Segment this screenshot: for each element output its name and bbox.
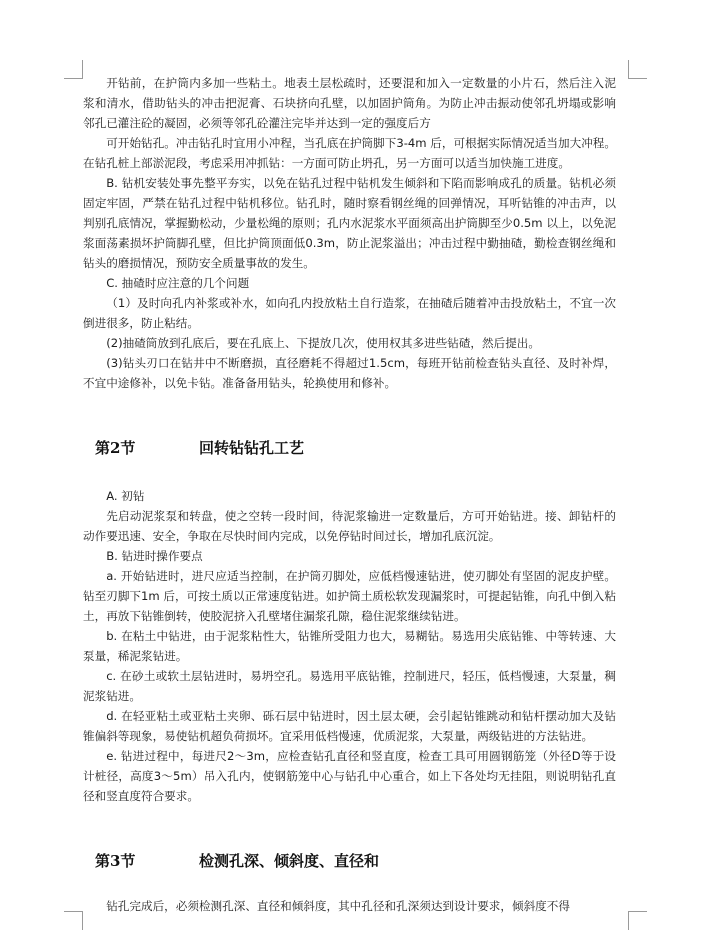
section-title: 检测孔深、倾斜度、直径和 bbox=[199, 852, 380, 870]
section-heading bbox=[83, 850, 616, 872]
paragraph: e. 钻进过程中，每进尺2～3m，应检查钻孔直径和竖直度，检查工具可用圆钢筋笼（外径D等于设计桩径，高度3～5m）吊入孔内，使钢筋笼中心与钻孔中心重合，如上下各处均无挂阻，则说明钻孔直径和竖直度符合要求。 bbox=[83, 749, 616, 803]
paragraph: 可开始钻孔。冲击钻孔时宜用小冲程，当孔底在护筒脚下3-4m 后，可根据实际情况适当加大冲程。在钻孔桩上部淤泥段，考虑采用冲抓钻：一方面可防止坍孔，另一方面可以适当加快施工进度。 bbox=[83, 136, 616, 170]
paragraph: C. 抽碴时应注意的几个问题 bbox=[106, 276, 250, 290]
paragraph: B. 钻机安装处事先整平夯实，以免在钻孔过程中钻机发生倾斜和下陷而影响成孔的质量。钻机必须固定牢固，严禁在钻孔过程中钻机移位。钻孔时，随时察看钢丝绳的回弹情况，耳听钻锥的冲击声，以判别孔底情况，掌握勤松动，少量松绳的原则；孔内水泥浆水平面须高出护筒脚至少0.5m 以上，以免泥浆面荡素损坏护筒脚孔壁，但比护筒顶面低0.3m，防止泥浆溢出；冲击过程中勤抽碴，勤检查钢丝绳和钻头的磨损情况，预防安全质量事故的发生。 bbox=[83, 176, 616, 270]
document-body bbox=[83, 73, 616, 916]
section-title: 回转钻钻孔工艺 bbox=[199, 439, 305, 457]
paragraph: c. 在砂土或软土层钻进时，易坍空孔。易选用平底钻锥，控制进尺，轻压，低档慢速，大泵量，稠泥浆钻进。 bbox=[83, 669, 616, 703]
paragraph: (3)钻头刃口在钻井中不断磨损，直径磨耗不得超过1.5cm，每班开钻前检查钻头直径、及时补焊，不宜中途修补，以免卡钻。准备备用钻头，轮换使用和修补。 bbox=[83, 356, 616, 390]
section-number: 第2节 bbox=[95, 439, 136, 457]
paragraph: d. 在轻亚粘土或亚粘土夹卵、砾石层中钻进时，因土层太硬，会引起钻锥跳动和钻杆摆动加大及钻锥偏斜等现象，易使钻机超负荷损坏。宜采用低档慢速，优质泥浆，大泵量，两级钻进的方法钻进。 bbox=[83, 709, 616, 743]
paragraph: a. 开始钻进时，进尺应适当控制，在护筒刃脚处，应低档慢速钻进，使刃脚处有坚固的泥皮护壁。钻至刃脚下1m 后，可按土质以正常速度钻进。如护筒土质松软发现漏浆时，可提起钻锥，向孔中倒入粘土，再放下钻锥倒转，使胶泥挤入孔壁堵住漏浆孔隙，稳住泥浆继续钻进。 bbox=[83, 569, 616, 623]
section-number: 第3节 bbox=[95, 852, 136, 870]
crop-mark-bottom-left bbox=[64, 911, 83, 930]
section-heading bbox=[83, 437, 616, 459]
paragraph: B. 钻进时操作要点 bbox=[106, 549, 203, 563]
section-2 bbox=[83, 486, 616, 806]
paragraph: b. 在粘土中钻进，由于泥浆粘性大，钻锥所受阻力也大，易糊钻。易选用尖底钻锥、中等转速、大泵量，稀泥浆钻进。 bbox=[83, 629, 616, 663]
paragraph: （1）及时向孔内补浆或补水，如向孔内投放粘土自行造浆，在抽碴后随着冲击投放粘土，不宜一次倒进很多，防止粘结。 bbox=[83, 296, 616, 330]
section-3 bbox=[83, 896, 616, 916]
paragraph: 开钻前，在护筒内多加一些粘土。地表土层松疏时，还要混和加入一定数量的小片石，然后注入泥浆和清水，借助钻头的冲击把泥膏、石块挤向孔壁，以加固护筒角。为防止冲击振动使邻孔坍塌或影响邻孔已灌注砼的凝固，必须等邻孔砼灌注完毕并达到一定的强度后方 bbox=[83, 76, 616, 130]
crop-mark-top-right bbox=[628, 60, 647, 79]
section-1 bbox=[83, 73, 616, 393]
paragraph: 钻孔完成后，必须检测孔深、直径和倾斜度，其中孔径和孔深须达到设计要求，倾斜度不得 bbox=[106, 899, 570, 913]
crop-mark-bottom-right bbox=[628, 911, 647, 930]
paragraph: (2)抽碴筒放到孔底后，要在孔底上、下提放几次，使用权其多进些钻碴，然后提出。 bbox=[106, 336, 540, 350]
paragraph: A. 初钻 bbox=[106, 489, 145, 503]
paragraph: 先启动泥浆泵和转盘，使之空转一段时间，待泥浆输进一定数量后，方可开始钻进。接、卸钻杆的动作要迅速、安全，争取在尽快时间内完成，以免停钻时间过长，增加孔底沉淀。 bbox=[83, 509, 616, 543]
crop-mark-top-left bbox=[64, 60, 83, 79]
